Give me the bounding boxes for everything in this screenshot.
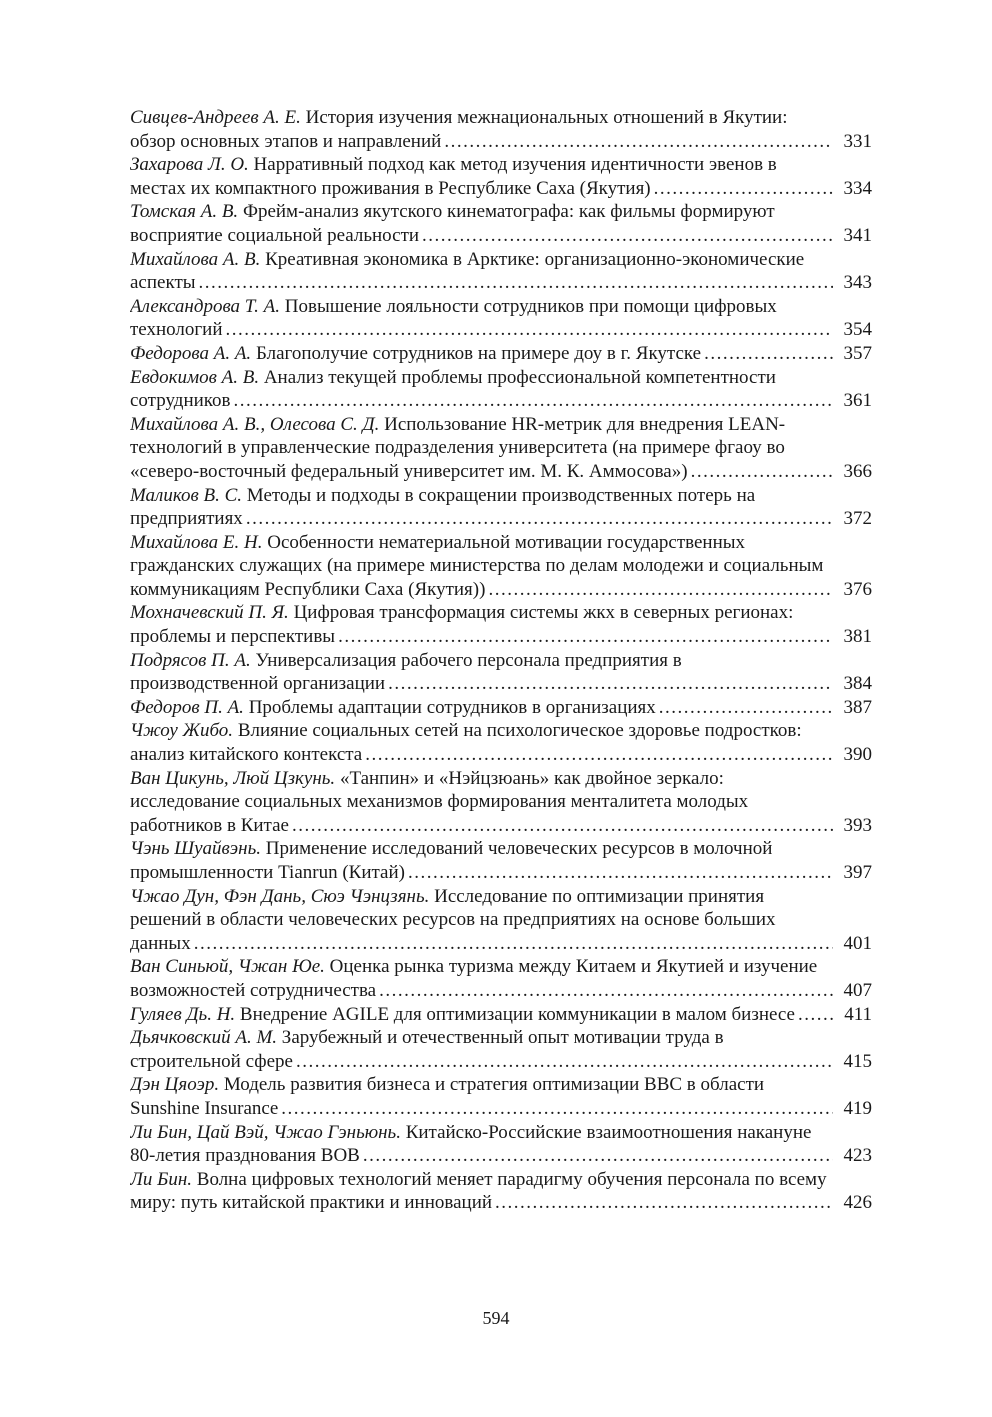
toc-entry: [130, 719, 872, 766]
entry-page-number: 376: [843, 578, 872, 600]
leader-dots: [243, 507, 833, 531]
entry-author: Михайлова А. В., Олесова С. Д.: [130, 413, 380, 435]
entry-page-number: 390: [843, 744, 872, 766]
entry-page-number: 411: [844, 1003, 872, 1025]
entry-page-number: 372: [843, 508, 872, 530]
entry-text: [130, 1073, 833, 1120]
entry-page-number: 407: [843, 979, 872, 1001]
entry-text: [130, 200, 833, 247]
folio-page-number: 594: [482, 1308, 510, 1328]
entry-text: [130, 531, 833, 602]
entry-text: [130, 295, 833, 342]
entry-text: [130, 955, 833, 1002]
entry-title: Повышение лояльности сотрудников при помощи цифровых технологий: [130, 295, 777, 341]
entry-page-number: 419: [843, 1097, 872, 1119]
entry-title: Китайско-Российские взаимоотношения накануне 80-летия празднования ВОВ: [130, 1121, 812, 1167]
entry-text: [130, 484, 833, 531]
entry-author: Дэн Цяоэр.: [130, 1074, 220, 1096]
leader-dots: [376, 979, 833, 1003]
leader-dots: [492, 1191, 833, 1215]
entry-title: Анализ текущей проблемы профессиональной компетентности сотрудников: [130, 366, 776, 412]
entry-page-number: 387: [843, 696, 872, 718]
entry-author: Захарова Л. О.: [130, 154, 249, 176]
entry-title: «Танпин» и «Нэйцзюань» как двойное зеркало: исследование социальных механизмов формирования менталитета молодых работников в Китае: [130, 767, 749, 836]
leader-dots: [360, 1144, 833, 1168]
toc-entry: [130, 342, 872, 366]
toc-entry: [130, 955, 872, 1002]
toc-entry: [130, 106, 872, 153]
toc-entry: [130, 1168, 872, 1215]
toc-entry: [130, 1026, 872, 1073]
entry-author: Ли Бин.: [130, 1168, 193, 1190]
leader-dots: [289, 814, 833, 838]
entry-title: Внедрение AGILE для оптимизации коммуникации в малом бизнесе: [239, 1003, 795, 1025]
entry-page-number: 401: [843, 932, 872, 954]
entry-title: Влияние социальных сетей на психологическое здоровье подростков: анализ китайского контекста: [130, 720, 802, 766]
entry-author: Дьячковский А. М.: [130, 1027, 278, 1049]
entry-author: Гуляев Дь. Н.: [130, 1003, 236, 1025]
entry-text: [130, 413, 833, 484]
entry-author: Чжао Дун, Фэн Дань, Сюэ Чэнцзянь.: [130, 885, 430, 907]
entry-author: Федоров П. А.: [130, 696, 244, 718]
leader-dots: [701, 342, 833, 366]
entry-title: Фрейм-анализ якутского кинематографа: как фильмы формируют восприятие социальной реальности: [130, 201, 775, 246]
leader-dots: [419, 224, 833, 248]
entry-text: [130, 1121, 833, 1168]
entry-title: Исследование по оптимизации принятия решений в области человеческих ресурсов на предприятиях на основе больших данных: [130, 885, 776, 954]
entry-page-number: 415: [843, 1050, 872, 1072]
entry-page-number: 357: [843, 342, 872, 364]
entry-page-number: 341: [843, 224, 872, 246]
entry-title: Нарративный подход как метод изучения идентичности эвенов в местах их компактного проживания в Республике Саха (Якутия): [130, 154, 777, 199]
toc-entry: [130, 696, 872, 720]
toc-entry: [130, 601, 872, 648]
entry-title: Проблемы адаптации сотрудников в организациях: [248, 696, 656, 718]
entry-text: [130, 342, 833, 366]
entry-title: Зарубежный и отечественный опыт мотивации труда в строительной сфере: [130, 1027, 724, 1072]
leader-dots: [441, 130, 833, 154]
leader-dots: [688, 460, 833, 484]
entry-author: Михайлова А. В.: [130, 248, 261, 270]
entry-text: [130, 696, 833, 720]
entry-text: [130, 719, 833, 766]
entry-page-number: 393: [843, 814, 872, 836]
toc-entry: [130, 767, 872, 838]
toc-entry: [130, 1003, 872, 1027]
entry-page-number: 343: [843, 272, 872, 294]
entry-text: [130, 1168, 833, 1215]
toc-entry: [130, 295, 872, 342]
entry-title: Применение исследований человеческих ресурсов в молочной промышленности Tianrun (Китай): [130, 838, 773, 883]
entry-text: [130, 106, 833, 153]
leader-dots: [335, 625, 833, 649]
entry-author: Мохначевский П. Я.: [130, 602, 289, 624]
entry-title: Использование HR-метрик для внедрения LEAN-технологий в управленческие подразделения университета (на примере фгаоу во «северо-восточный федеральный университет им. М. К. Аммосова»): [130, 413, 786, 482]
leader-dots: [795, 1003, 833, 1027]
entry-page-number: 334: [843, 177, 872, 199]
entry-author: Сивцев-Андреев А. Е.: [130, 107, 301, 128]
entry-author: Маликов В. С.: [130, 484, 243, 506]
entry-text: [130, 153, 833, 200]
leader-dots: [485, 578, 833, 602]
leader-dots: [231, 389, 833, 413]
toc-entry: [130, 200, 872, 247]
entry-page-number: 423: [843, 1145, 872, 1167]
toc-entry: [130, 1121, 872, 1168]
entry-author: Евдокимов А. В.: [130, 366, 260, 388]
entry-text: [130, 1026, 833, 1073]
entry-page-number: 354: [843, 319, 872, 341]
entry-text: [130, 837, 833, 884]
entry-author: Чэнь Шуайвэнь.: [130, 838, 261, 860]
toc-entry: [130, 366, 872, 413]
entry-author: Михайлова Е. Н.: [130, 531, 263, 553]
entry-text: [130, 767, 833, 838]
entry-title: Универсализация рабочего персонала предприятия в производственной организации: [130, 649, 682, 695]
entry-page-number: 397: [843, 862, 872, 883]
entry-author: Ван Синьюй, Чжан Юе.: [130, 956, 325, 978]
entry-text: [130, 248, 833, 295]
toc-entry: [130, 484, 872, 531]
toc-entry: [130, 248, 872, 295]
entry-text: [130, 885, 833, 956]
entry-title: Благополучие сотрудников на примере доу в г. Якутске: [255, 342, 702, 364]
entry-page-number: 331: [843, 130, 872, 152]
toc-entry: [130, 531, 872, 602]
toc-entry: [130, 153, 872, 200]
entry-page-number: 426: [843, 1192, 872, 1214]
entry-text: [130, 366, 833, 413]
entry-author: Ли Бин, Цай Вэй, Чжао Гэньюнь.: [130, 1121, 401, 1143]
leader-dots: [223, 318, 833, 342]
entry-title: Модель развития бизнеса и стратегия оптимизации BBC в области Sunshine Insurance: [130, 1074, 765, 1119]
toc-entry: [130, 649, 872, 696]
toc-entry: [130, 413, 872, 484]
entry-title: Цифровая трансформация системы жкх в северных регионах: проблемы и перспективы: [130, 602, 794, 648]
entry-author: Подрясов П. А.: [130, 649, 251, 671]
leader-dots: [651, 177, 833, 201]
entry-text: [130, 1003, 833, 1027]
entry-title: Особенности нематериальной мотивации государственных гражданских служащих (на примере министерства по делам молодежи и социальным коммуникациям Республики Саха (Якутия)): [130, 531, 824, 600]
leader-dots: [385, 672, 833, 696]
leader-dots: [362, 743, 833, 767]
leader-dots: [405, 861, 833, 885]
entry-author: Чжоу Жибо.: [130, 720, 234, 742]
toc-entry: [130, 837, 872, 884]
leader-dots: [196, 271, 833, 295]
entry-author: Томская А. В.: [130, 201, 239, 223]
entry-title: Волна цифровых технологий меняет парадигму обучения персонала по всему миру: путь китайской практики и инноваций: [130, 1168, 827, 1214]
entry-author: Федорова А. А.: [130, 342, 252, 364]
entry-page-number: 381: [843, 626, 872, 648]
leader-dots: [293, 1050, 833, 1074]
leader-dots: [656, 696, 833, 720]
entry-text: [130, 601, 833, 648]
entry-text: [130, 649, 833, 696]
leader-dots: [191, 932, 833, 956]
toc-entry: [130, 885, 872, 956]
entry-title: Креативная экономика в Арктике: организационно-экономические аспекты: [130, 248, 805, 294]
table-of-contents: [130, 106, 872, 1215]
entry-title: Методы и подходы в сокращении производственных потерь на предприятиях: [130, 484, 756, 530]
entry-author: Александрова Т. А.: [130, 295, 281, 317]
entry-title: История изучения межнациональных отношений в Якутии: обзор основных этапов и направлений: [130, 107, 788, 152]
leader-dots: [278, 1097, 833, 1121]
entry-page-number: 366: [843, 460, 872, 482]
toc-entry: [130, 1073, 872, 1120]
entry-page-number: 361: [843, 390, 872, 412]
entry-page-number: 384: [843, 673, 872, 695]
entry-author: Ван Цикунь, Люй Цзкунь.: [130, 767, 336, 789]
entry-title: Оценка рынка туризма между Китаем и Якутией и изучение возможностей сотрудничества: [130, 956, 818, 1001]
